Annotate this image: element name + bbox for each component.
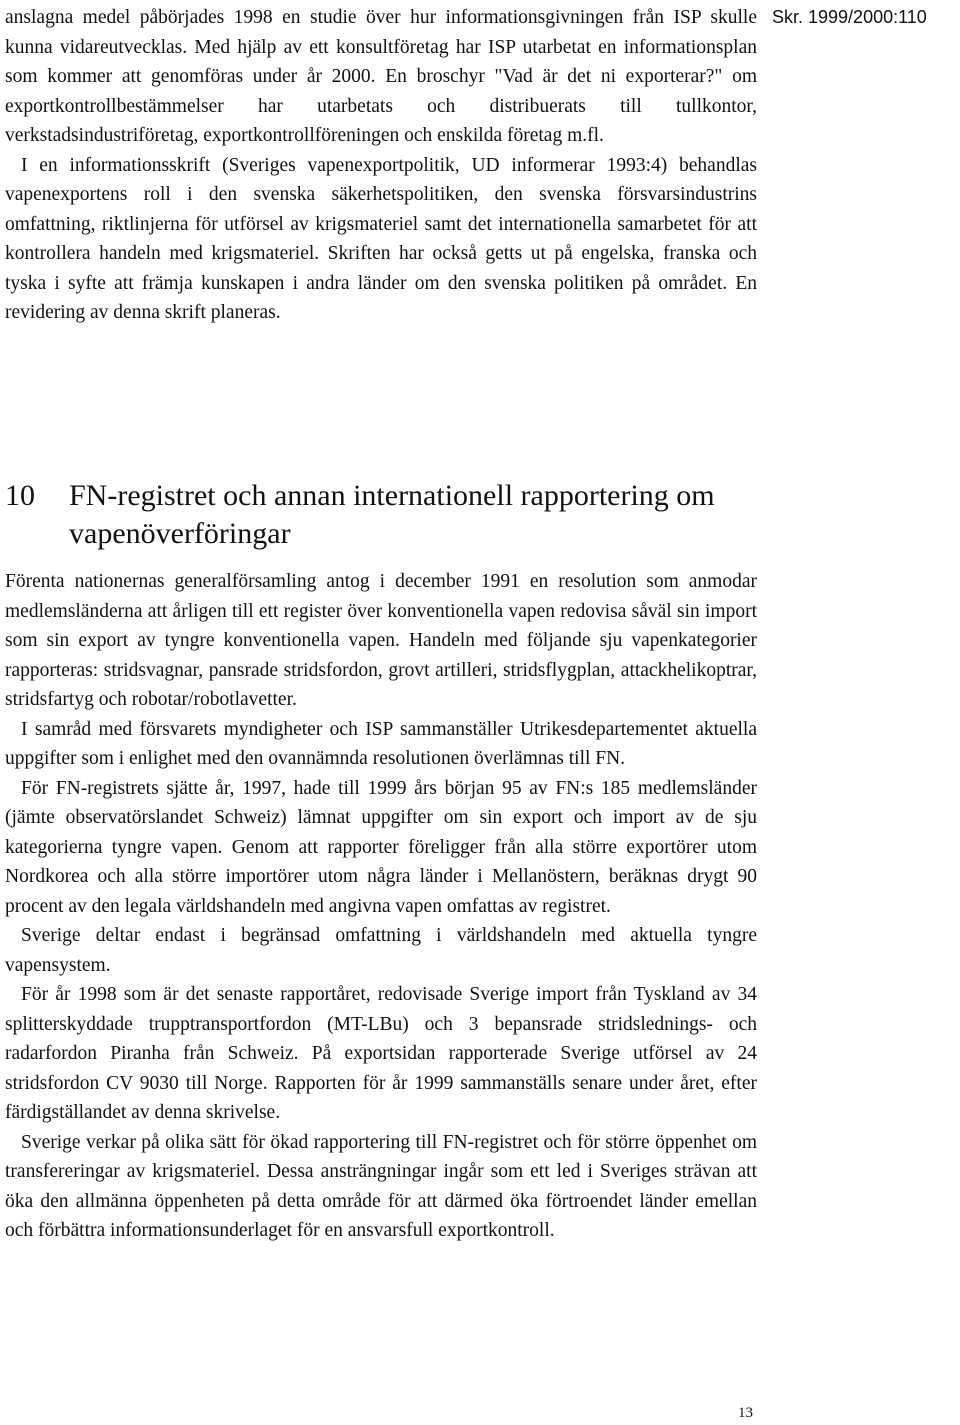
intro-text bbox=[5, 3, 757, 328]
paragraph: För år 1998 som är det senaste rapportåret, redovisade Sverige import från Tyskland av 34 splitterskyddade trupptransportfordon (MT-LBu) och 3 bepansrade stridslednings- och radarfordon Piranha från Schweiz. På exportsidan rapporterade Sverige utförsel av 24 stridsfordon CV 9030 till Norge. Rapporten för år 1999 sammanställs senare under året, efter färdigställandet av denna skrivelse. bbox=[5, 984, 757, 1123]
paragraph: För FN-registrets sjätte år, 1997, hade till 1999 års början 95 av FN:s 185 medlemsländer (jämte observatörslandet Schweiz) lämnat uppgifter om sin export och import av de sju kategorierna tyngre vapen. Genom att rapporter föreligger från alla större exportörer utom Nordkorea och alla större importörer utom några länder i Mellanöstern, beräknas drygt 90 procent av den legala världshandeln med angivna vapen omfattas av registret. bbox=[5, 777, 757, 917]
page-number: 13 bbox=[738, 1405, 753, 1421]
section-heading bbox=[5, 477, 765, 553]
paragraph: Sverige deltar endast i begränsad omfattning i världshandeln med aktuella tyngre vapensystem. bbox=[5, 925, 757, 976]
paragraph: Sverige verkar på olika sätt för ökad rapportering till FN-registret och för större öppenhet om transfereringar av krigsmateriel. Dessa ansträngningar ingår som ett led i Sveriges strävan att öka den allmänna öppenheten på detta område för att därmed öka förtroendet länder emellan och förbättra informationsunderlaget för en ansvarsfull exportkontroll. bbox=[5, 1131, 757, 1241]
section-number: 10 bbox=[5, 478, 35, 512]
paragraph: I en informationsskrift (Sveriges vapenexportpolitik, UD informerar 1993:4) behandlas vapenexportens roll i den svenska säkerhetspolitiken, den svenska försvarsindustrins omfattning, riktlinjerna för utförsel av krigsmateriel samt det internationella samarbetet för att kontrollera handeln med krigsmateriel. Skriften har också getts ut på engelska, franska och tyska i syfte att främja kunskapen i andra länder om den svenska politiken på området. En revidering av denna skrift planeras. bbox=[5, 154, 757, 323]
document-id: Skr. 1999/2000:110 bbox=[772, 7, 927, 27]
paragraph: Förenta nationernas generalförsamling antog i december 1991 en resolution som anmodar medlemsländerna att årligen till ett register över konventionella vapen redovisa såväl sin import som sin export av tyngre konventionella vapen. Handeln med följande sju vapenkategorier rapporteras: stridsvagnar, pansrade stridsfordon, grovt artilleri, stridsflygplan, attackhelikoptrar, stridsfartyg och robotar/robotlavetter. bbox=[5, 571, 757, 710]
section-text bbox=[5, 567, 757, 1246]
paragraph: anslagna medel påbörjades 1998 en studie över hur informationsgivningen från ISP skulle kunna vidareutvecklas. Med hjälp av ett konsultföretag har ISP utarbetat en informationsplan som kommer att genomföras under år 2000. En broschyr "Vad är det ni exporterar?" om exportkontrollbestämmelser har utarbetats och distribuerats till tullkontor, verkstadsindustriföretag, exportkontrollföreningen och enskilda företag m.fl. bbox=[5, 7, 757, 146]
section-title: FN-registret och annan internationell rapportering om vapenöverföringar bbox=[69, 478, 715, 550]
paragraph: I samråd med försvarets myndigheter och ISP sammanställer Utrikesdepartementet aktuella uppgifter som i enlighet med den ovannämnda resolutionen överlämnas till FN. bbox=[5, 718, 757, 769]
